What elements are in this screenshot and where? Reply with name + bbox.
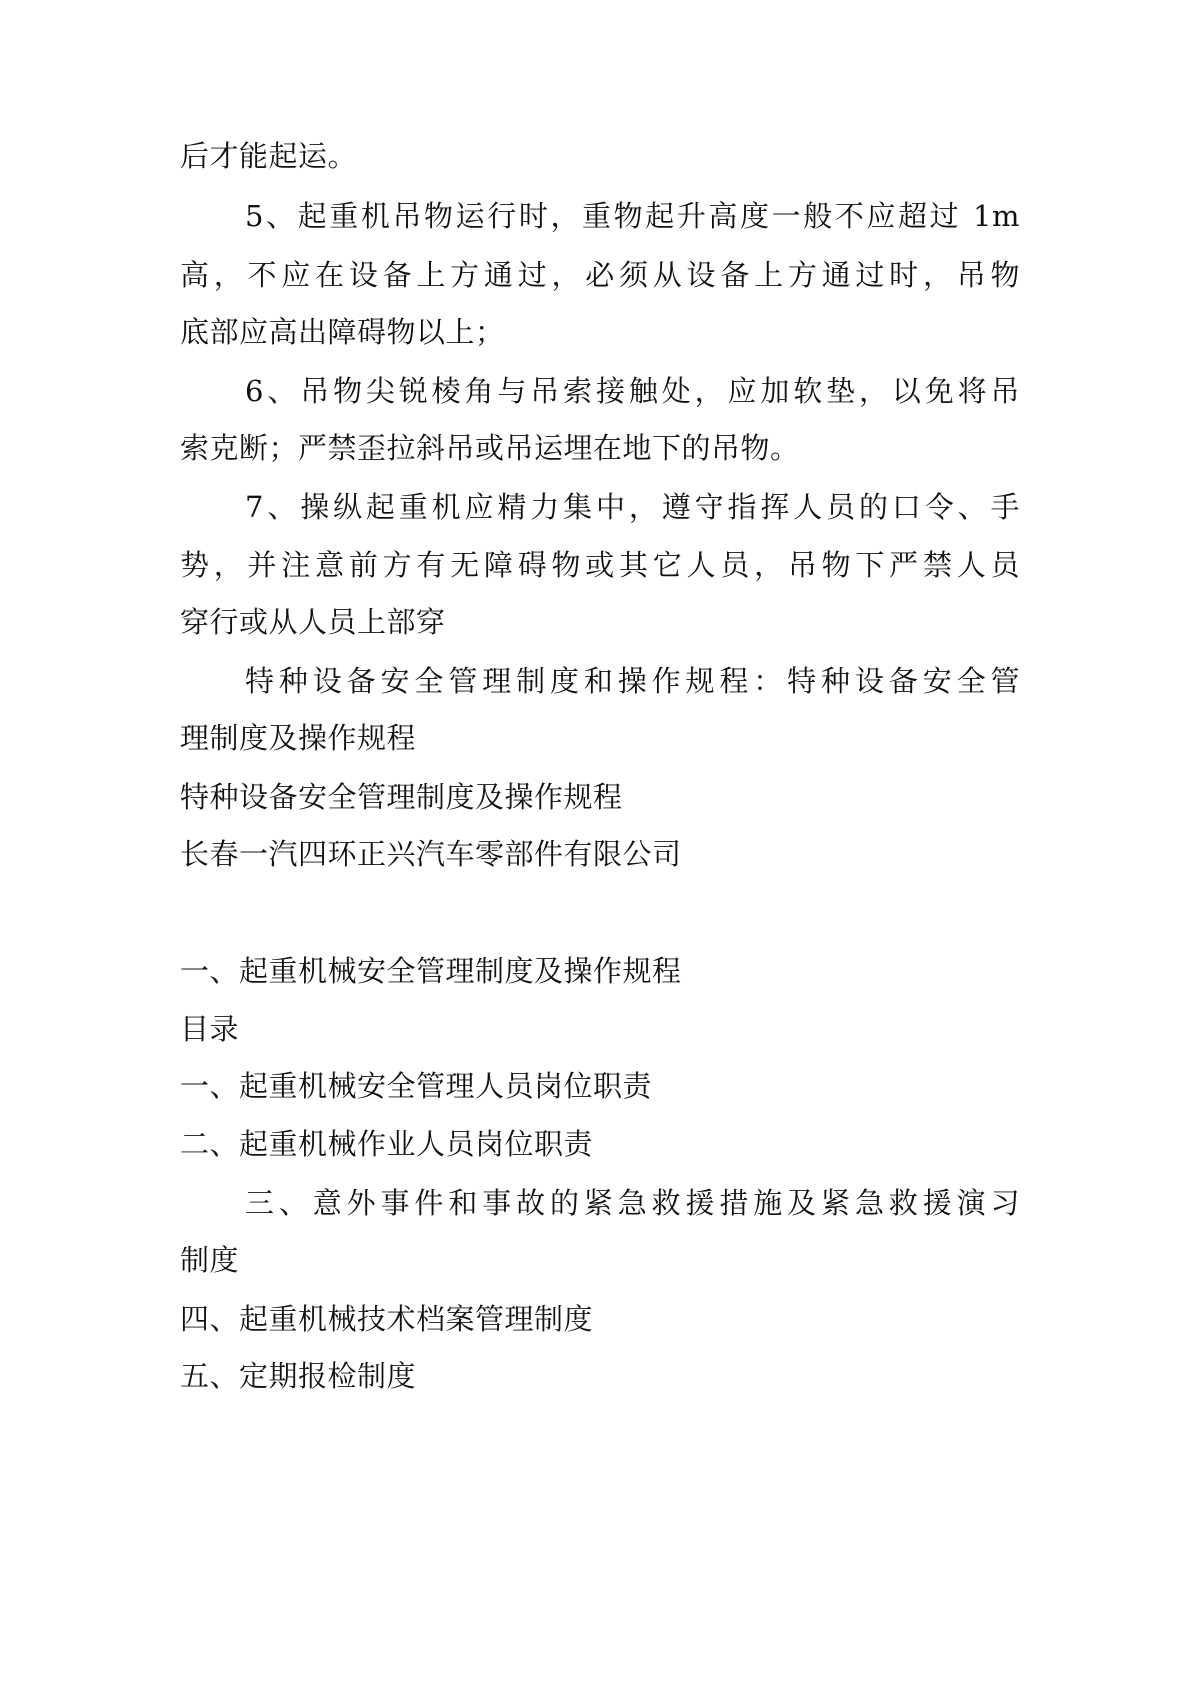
- paragraph-item-7-line-2: 势，并注意前方有无障碍物或其它人员，吊物下严禁人员: [180, 548, 1020, 582]
- toc-title: 目录: [180, 1012, 240, 1046]
- toc-item: 二、起重机械作业人员岗位职责: [180, 1127, 594, 1161]
- toc-item-3-line-1: 三、意外事件和事故的紧急救援措施及紧急救援演习: [245, 1186, 1020, 1220]
- text-line: 后才能起运。: [180, 139, 358, 173]
- paragraph-item-6-line-2: 索克断；严禁歪拉斜吊或吊运埋在地下的吊物。: [180, 431, 800, 465]
- toc-item: 一、起重机械安全管理人员岗位职责: [180, 1069, 653, 1103]
- paragraph-title-line-2: 理制度及操作规程: [180, 721, 417, 755]
- section-title: 一、起重机械安全管理制度及操作规程: [180, 954, 682, 988]
- toc-item: 四、起重机械技术档案管理制度: [180, 1302, 594, 1336]
- paragraph-item-5-line-2: 高，不应在设备上方通过，必须从设备上方通过时，吊物: [180, 258, 1020, 292]
- paragraph-item-6-line-1: 6、吊物尖锐棱角与吊索接触处，应加软垫，以免将吊: [245, 374, 1020, 408]
- company-name: 长春一汽四环正兴汽车零部件有限公司: [180, 837, 682, 871]
- document-heading: 特种设备安全管理制度及操作规程: [180, 780, 623, 814]
- toc-item: 五、定期报检制度: [180, 1359, 417, 1393]
- toc-item-3-line-2: 制度: [180, 1243, 240, 1277]
- paragraph-item-5-line-1: 5、起重机吊物运行时，重物起升高度一般不应超过 1m: [245, 199, 1020, 233]
- paragraph-item-7-line-3: 穿行或从人员上部穿: [180, 605, 446, 639]
- paragraph-item-7-line-1: 7、操纵起重机应精力集中，遵守指挥人员的口令、手: [245, 490, 1020, 524]
- paragraph-title-line-1: 特种设备安全管理制度和操作规程：特种设备安全管: [245, 664, 1020, 698]
- paragraph-item-5-line-3: 底部应高出障碍物以上；: [180, 315, 505, 349]
